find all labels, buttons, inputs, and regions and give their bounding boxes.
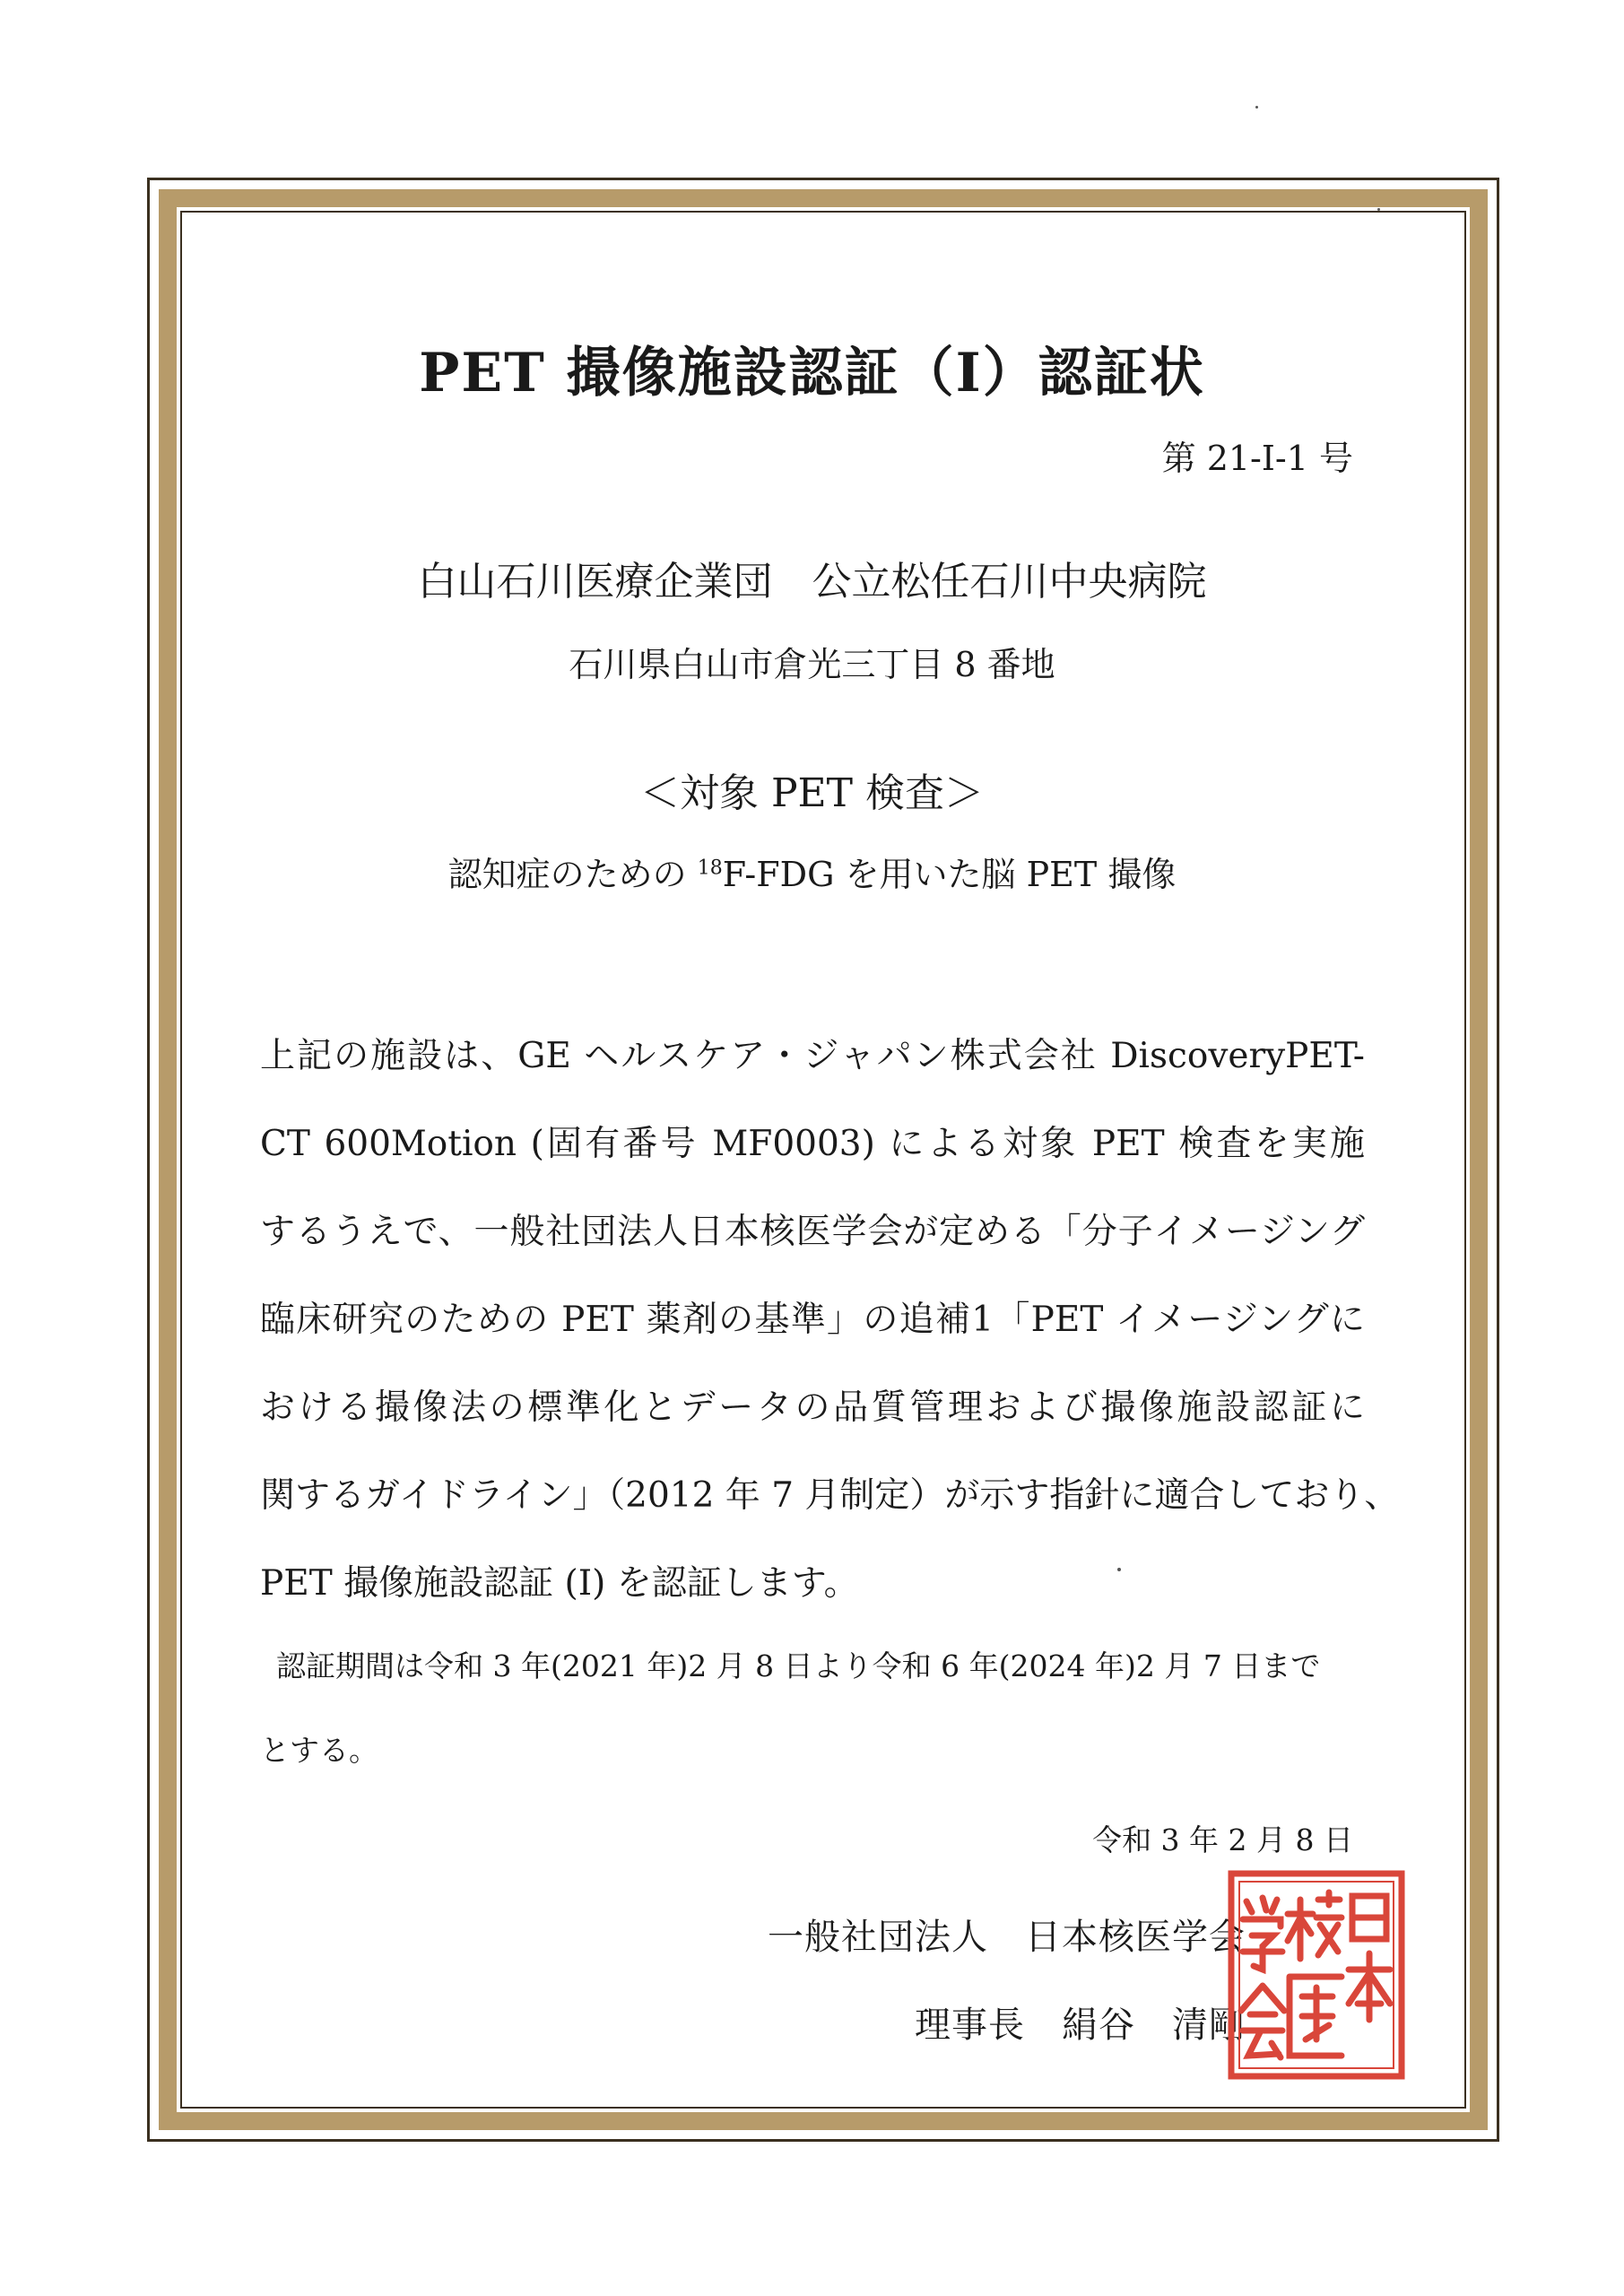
subject-suffix: F-FDG を用いた脳 PET 撮像 [722,855,1177,894]
subject-description [0,847,1624,896]
isotope-mass-number: 18 [697,857,723,880]
subject-prefix: 認知症のための [447,855,698,894]
seal-glyph-3 [1288,1892,1342,1959]
seal-glyph-2 [1349,1953,1390,2020]
issuing-organization: 一般社団法人 日本核医学会 [768,1917,1246,1958]
issue-date: 令和 3 年 2 月 8 日 [1092,1822,1353,1857]
certification-period-line-1: 認証期間は令和 3 年(2021 年)2 月 8 日より令和 6 年(2024 年)2 月 7 日まで [276,1648,1321,1683]
certificate-number: 第 21-I-1 号 [1161,439,1353,478]
body-line-5: おける撮像法の標準化とデータの品質管理および撮像施設認証に [260,1387,1365,1428]
body-line-1: 上記の施設は、GE ヘルスケア・ジャパン株式会社 DiscoveryPET- [260,1036,1365,1076]
body-line-4: 臨床研究のための PET 薬剤の基準」の追補1「PET イメージングに [260,1300,1365,1340]
body-line-6: 関するガイドライン」（2012 年 7 月制定）が示す指針に適合しており、 [260,1475,1400,1516]
scan-speck [1255,106,1258,109]
seal-glyph-6 [1241,1986,1284,2057]
certificate-title: PET 撮像施設認証（I）認証状 [419,342,1205,404]
chairman-name: 理事長 絹谷 清剛 [915,2005,1246,2046]
hospital-address: 石川県白山市倉光三丁目 8 番地 [569,645,1055,684]
hospital-name: 白山石川医療企業団 公立松任石川中央病院 [417,559,1207,604]
scan-speck [1377,208,1380,211]
seal-glyph-5 [1243,1898,1282,1970]
scan-speck [1117,1568,1121,1571]
certification-period-line-2: とする。 [260,1733,378,1768]
body-line-3: するうえで、一般社団法人日本核医学会が定める「分子イメージング [260,1212,1365,1252]
seal-glyph-4 [1290,1977,1342,2056]
seal-characters [1241,1892,1390,2057]
seal-glyph-1 [1352,1896,1386,1939]
body-line-2: CT 600Motion (固有番号 MF0003) による対象 PET 検査を実施 [260,1124,1365,1164]
body-line-7: PET 撮像施設認証 (I) を認証します。 [260,1563,859,1604]
official-seal [1227,1869,1406,2081]
subject-heading: ＜対象 PET 検査＞ [639,770,985,816]
